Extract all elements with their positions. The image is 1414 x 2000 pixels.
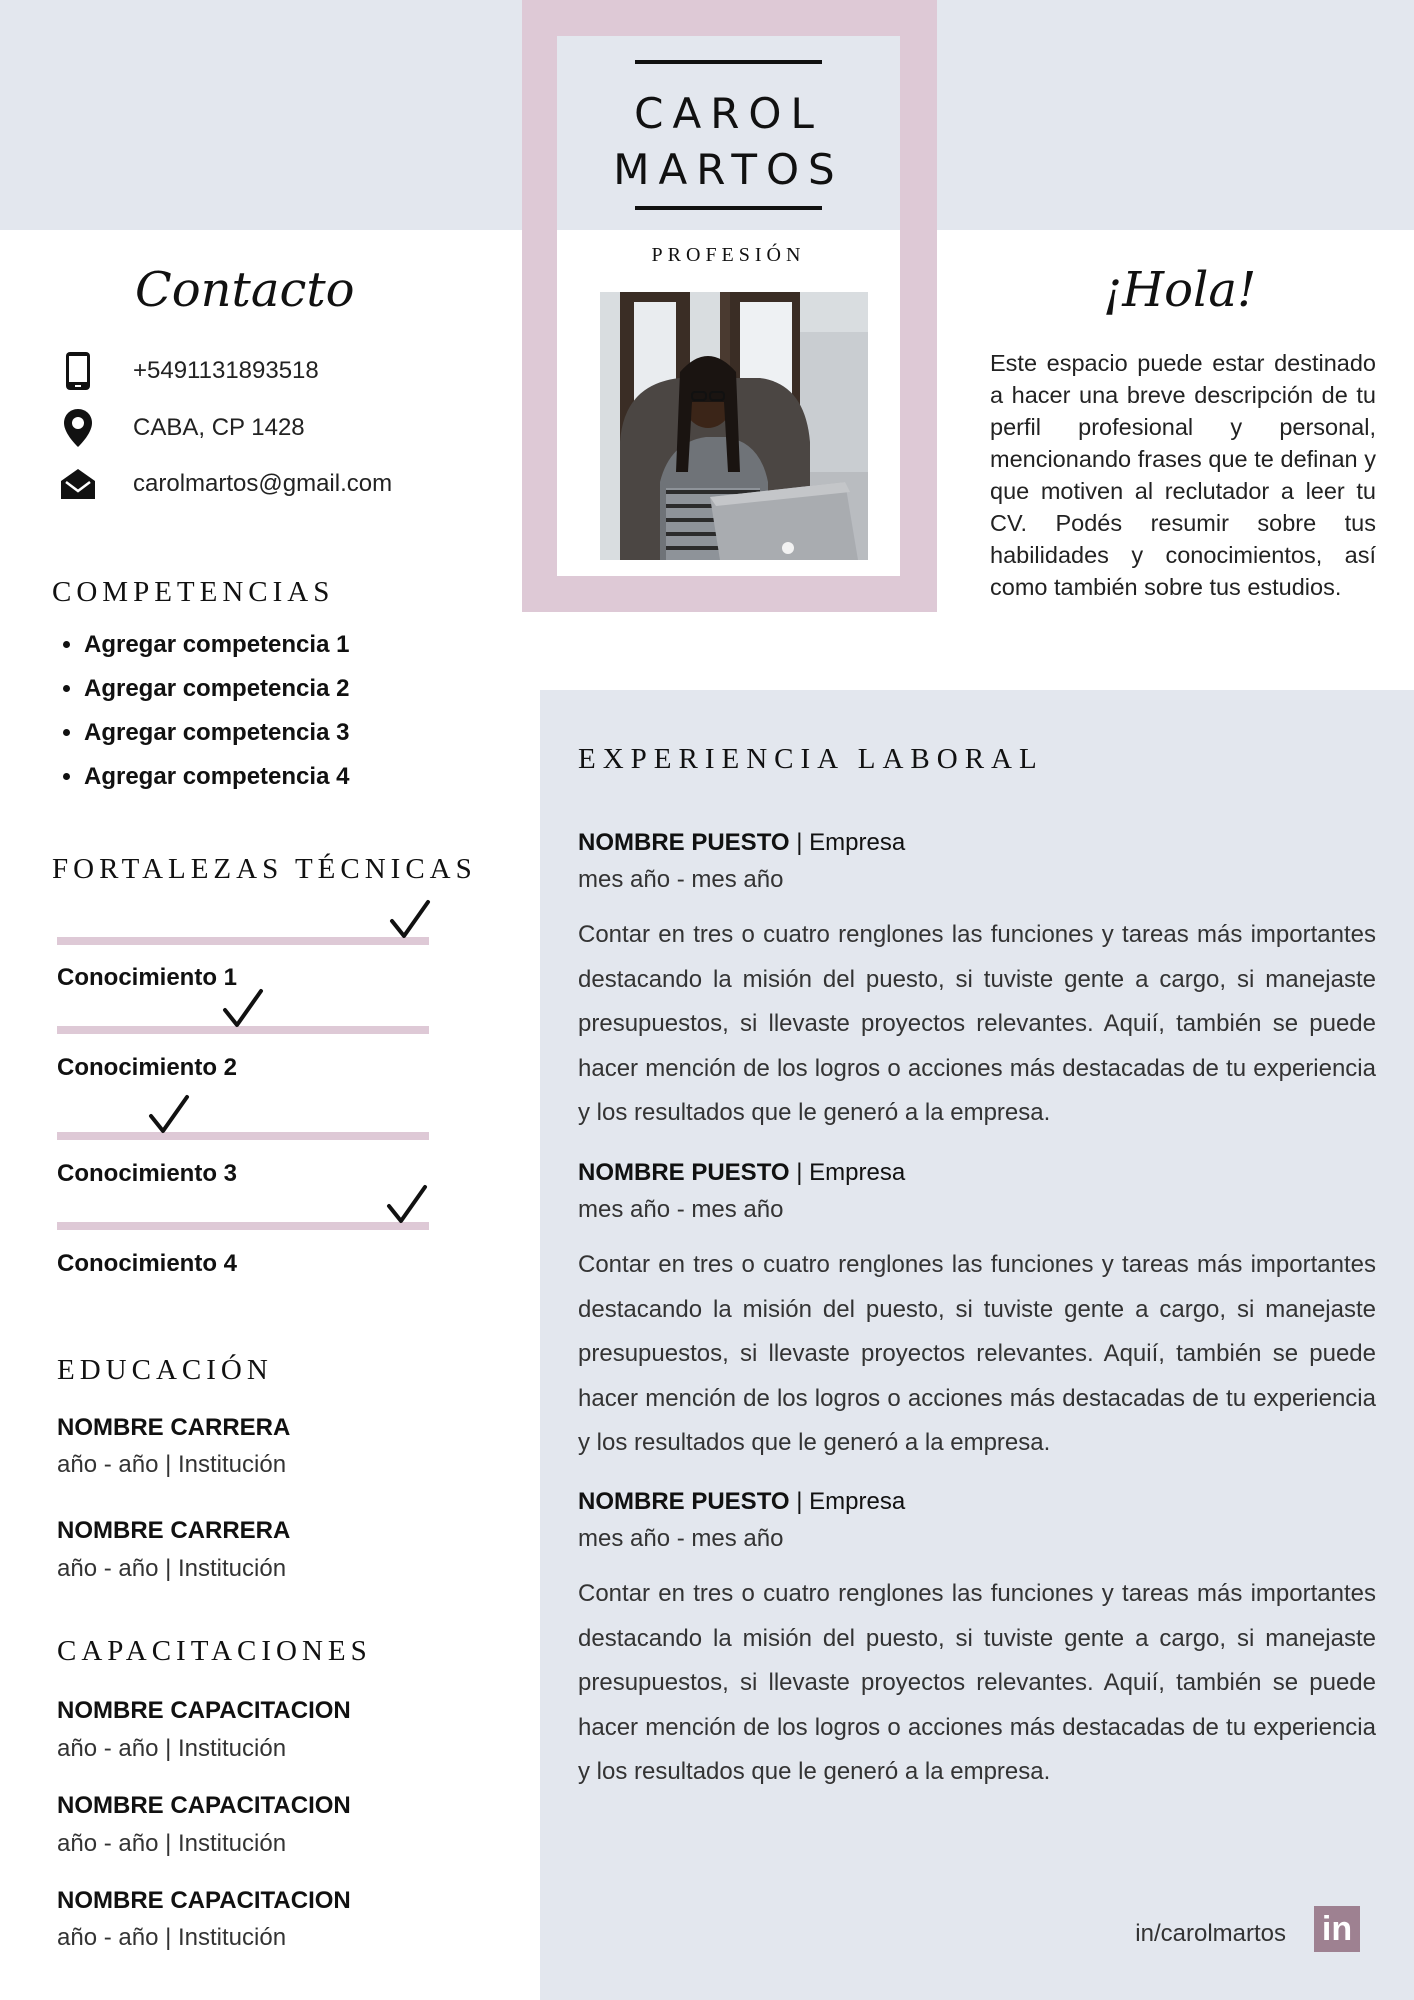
skill-item: • Agregar competencia 4 — [84, 758, 349, 802]
trainings-heading: CAPACITACIONES — [57, 1635, 372, 1667]
email[interactable]: carolmartos@gmail.com — [133, 470, 393, 497]
strength-bar — [57, 937, 429, 945]
check-icon — [386, 1184, 428, 1226]
check-icon — [389, 899, 431, 941]
skills-list — [52, 626, 349, 802]
skills-heading: COMPETENCIAS — [52, 576, 335, 608]
phone-icon — [55, 349, 101, 393]
envelope-icon — [55, 462, 101, 506]
job-company: | Empresa — [789, 829, 906, 856]
check-icon — [222, 988, 264, 1030]
last-name: MARTOS — [613, 145, 844, 194]
contact-phone-row — [55, 349, 319, 393]
linkedin-icon[interactable]: in — [1314, 1906, 1360, 1952]
name-top-rule — [635, 60, 822, 64]
training-name: NOMBRE CAPACITACION — [57, 1697, 351, 1724]
strength-label: Conocimiento 2 — [57, 1054, 238, 1081]
education-heading: EDUCACIÓN — [57, 1354, 273, 1386]
strength-label: Conocimiento 3 — [57, 1160, 238, 1187]
job-company: | Empresa — [789, 1488, 906, 1515]
location: CABA, CP 1428 — [133, 414, 305, 441]
job-description: Contar en tres o cuatro renglones las funciones y tareas más importantes destacando la misión del puesto, si tuviste gente a cargo, si manejaste presupuestos, si llevaste proyectos relevantes. Aquií, también se puede hacer mención de los logros o acciones más destacadas de tu experiencia y los resultados que le generó a la empresa. — [578, 1580, 1376, 1785]
education-detail: año - año | Institución — [57, 1555, 287, 1582]
job-position: NOMBRE PUESTO — [578, 829, 790, 856]
training-detail: año - año | Institución — [57, 1830, 287, 1857]
intro-heading: ¡Hola! — [1103, 262, 1257, 318]
strengths-heading: FORTALEZAS TÉCNICAS — [52, 853, 477, 885]
location-pin-icon — [55, 406, 101, 450]
first-name: CAROL — [634, 89, 823, 138]
job-dates: mes año - mes año — [578, 1196, 784, 1223]
intro-text: Este espacio puede estar destinado a hacer una breve descripción de tu perfil profesional y personal, mencionando frases que te definan y que motiven al reclutador a leer tu CV. Podés resumir sobre tus habilidades y conocimientos, así como también sobre tus estudios. — [990, 350, 1376, 600]
strength-label: Conocimiento 1 — [57, 964, 238, 991]
job-company: | Empresa — [789, 1159, 906, 1186]
strength-bar — [57, 1222, 429, 1230]
training-detail: año - año | Institución — [57, 1924, 287, 1951]
linkedin-handle[interactable]: in/carolmartos — [1135, 1920, 1286, 1947]
profession: PROFESIÓN — [651, 244, 806, 266]
strength-bar — [57, 1132, 429, 1140]
job-description: Contar en tres o cuatro renglones las funciones y tareas más importantes destacando la misión del puesto, si tuviste gente a cargo, si manejaste presupuestos, si llevaste proyectos relevantes. Aquií, también se puede hacer mención de los logros o acciones más destacadas de tu experiencia y los resultados que le generó a la empresa. — [578, 1251, 1376, 1456]
strength-label: Conocimiento 4 — [57, 1250, 238, 1277]
skill-item: • Agregar competencia 1 — [84, 626, 349, 670]
job-position: NOMBRE PUESTO — [578, 1159, 790, 1186]
contact-email-row — [55, 462, 392, 506]
phone-number[interactable]: +5491131893518 — [133, 357, 319, 384]
job-title — [578, 829, 905, 857]
training-name: NOMBRE CAPACITACION — [57, 1887, 351, 1914]
education-name: NOMBRE CARRERA — [57, 1517, 291, 1544]
education-name: NOMBRE CARRERA — [57, 1414, 291, 1441]
job-title — [578, 1159, 905, 1187]
experience-heading: EXPERIENCIA LABORAL — [578, 743, 1044, 775]
profile-photo — [600, 292, 868, 560]
job-dates: mes año - mes año — [578, 1525, 784, 1552]
job-dates: mes año - mes año — [578, 866, 784, 893]
job-title — [578, 1488, 905, 1516]
training-name: NOMBRE CAPACITACION — [57, 1792, 351, 1819]
check-icon — [148, 1094, 190, 1136]
job-position: NOMBRE PUESTO — [578, 1488, 790, 1515]
contact-location-row — [55, 406, 305, 450]
name-bottom-rule — [635, 206, 822, 210]
job-description: Contar en tres o cuatro renglones las funciones y tareas más importantes destacando la misión del puesto, si tuviste gente a cargo, si manejaste presupuestos, si llevaste proyectos relevantes. Aquií, también se puede hacer mención de los logros o acciones más destacadas de tu experiencia y los resultados que le generó a la empresa. — [578, 921, 1376, 1126]
skill-item: • Agregar competencia 2 — [84, 670, 349, 714]
training-detail: año - año | Institución — [57, 1735, 287, 1762]
contact-heading: Contacto — [135, 262, 355, 318]
education-detail: año - año | Institución — [57, 1451, 287, 1478]
skill-item: • Agregar competencia 3 — [84, 714, 349, 758]
